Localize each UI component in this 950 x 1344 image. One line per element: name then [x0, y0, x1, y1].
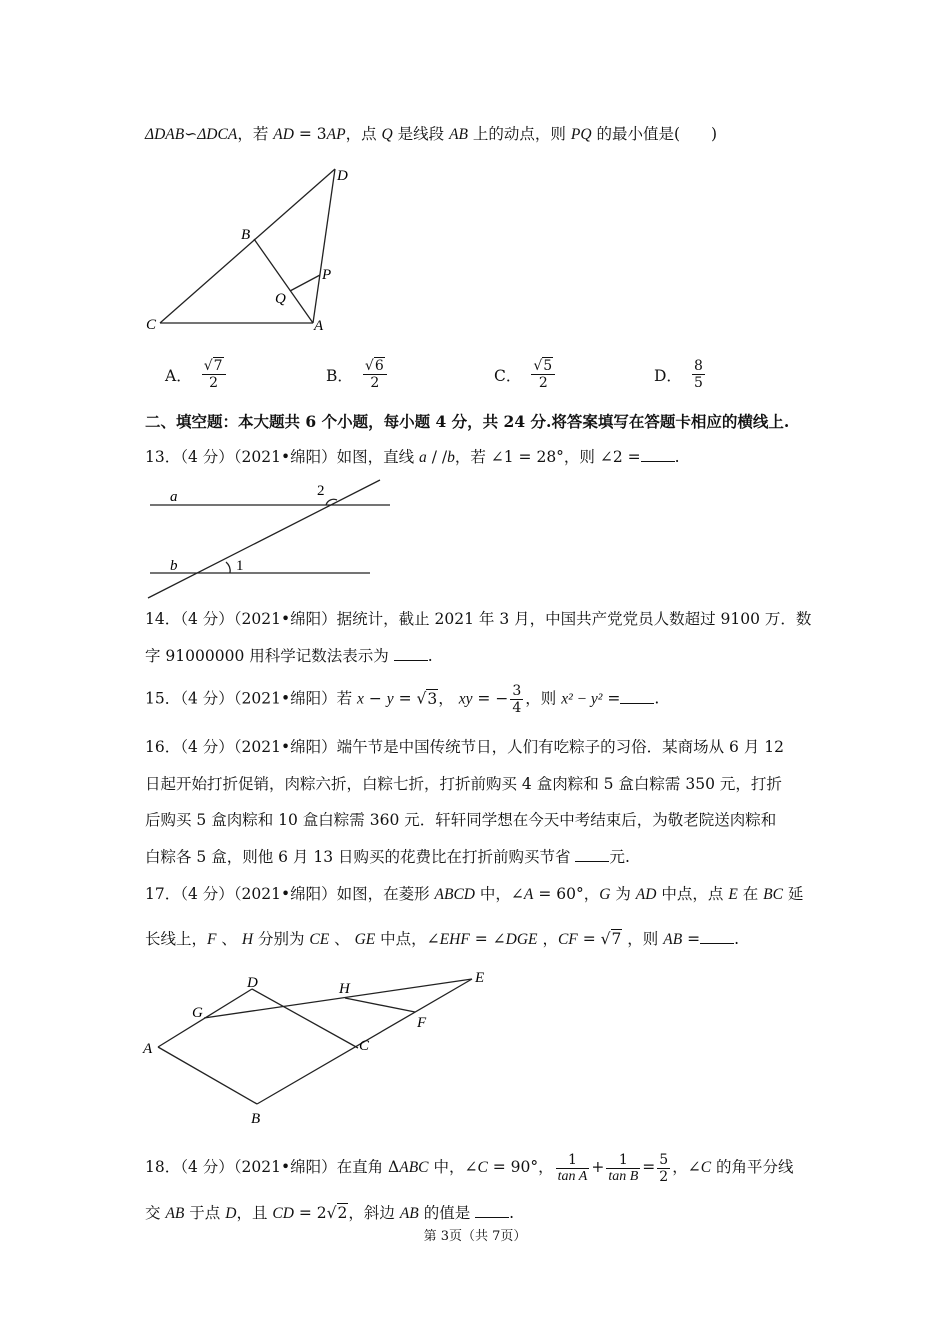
q16-line1: 16．（4 分）（2021•绵阳）端午节是中国传统节日，人们有吃粽子的习俗．某商场从 6 月 12: [145, 738, 784, 756]
label-a: a: [170, 489, 178, 505]
label-B: B: [251, 1111, 261, 1126]
label-P: P: [322, 267, 332, 283]
q18-line1: 18．（4 分）（2021•绵阳）在直角 ΔABC 中，∠C = 90°， $\frac{1}{\text{tan A}}$ + $\frac{1}{\text{tan B}}$ = $\frac{5}{2}$ ，∠C 的角平分线: [145, 1151, 794, 1185]
label-2: 2: [317, 483, 325, 499]
label-C: C: [146, 317, 157, 333]
label-D: D: [247, 975, 258, 991]
label-E: E: [475, 970, 485, 986]
label-B: B: [241, 227, 251, 243]
q14-line2: 字 91000000 用科学记数法表示为 .: [145, 647, 433, 665]
q18-line2: 交 AB 于点 D，且 CD = 2√2，斜边 AB 的值是 .: [145, 1204, 515, 1222]
q16-line4: 白粽各 5 盒，则他 6 月 13 日购买的花费比在打折前购买节省 元.: [145, 848, 630, 866]
angle-1-arc: [226, 562, 230, 573]
figure-q17: [138, 966, 498, 1126]
segment-QP: [290, 275, 320, 291]
label-C: C: [359, 1038, 370, 1054]
segment-CD: [160, 169, 335, 323]
q14-line1: 14．（4 分）（2021•绵阳）据统计，截止 2021 年 3 月，中国共产党党员人数超过 9100 万．数: [145, 610, 812, 628]
transversal: [148, 480, 380, 598]
q12-similar: ΔDAB∽ΔDCA: [145, 126, 238, 143]
choice-d[interactable]: D． $\frac{8}{5}$: [654, 358, 703, 391]
q17-answer-blank[interactable]: [700, 929, 734, 944]
choice-c[interactable]: C． $\frac{√5}{2}$: [494, 358, 557, 391]
q16-line3: 后购买 5 盒肉粽和 10 盒白粽需 360 元．轩轩同学想在今天中考结束后，为敬老院送肉粽和: [145, 811, 777, 829]
q17-line1: 17．（4 分）（2021•绵阳）如图，在菱形 ABCD 中，∠A = 60°，G 为 AD 中点，点 E 在 BC 延: [145, 885, 804, 903]
page-footer: 第 3页（共 7页）: [423, 1229, 527, 1244]
segment-BA: [254, 239, 313, 323]
section2-header: 二、填空题：本大题共 6 个小题，每小题 4 分，共 24 分.将答案填写在答题卡相应的横线上.: [145, 412, 790, 431]
q18-answer-blank[interactable]: [475, 1203, 509, 1218]
q16-answer-blank[interactable]: [575, 847, 609, 862]
segment-AB: [158, 1047, 257, 1104]
q14-answer-blank[interactable]: [394, 646, 428, 661]
segment-HF: [345, 998, 415, 1012]
figure-q12: [140, 160, 370, 340]
q16-line2: 日起开始打折促销，肉粽六折，白粽七折，打折前购买 4 盒肉粽和 5 盒白粽需 350 元，打折: [145, 775, 782, 793]
segment-DA: [313, 169, 335, 323]
label-G: G: [192, 1005, 203, 1021]
choice-b[interactable]: B． $\frac{√6}{2}$: [326, 358, 389, 391]
q13-text: 13．（4 分）（2021•绵阳）如图，直线 a / /b，若 ∠1 = 28°，则 ∠2 = .: [145, 448, 680, 466]
q13-answer-blank[interactable]: [641, 447, 675, 462]
label-H: H: [339, 981, 350, 997]
choice-a[interactable]: A． $\frac{√7}{2}$: [165, 358, 228, 391]
label-A: A: [314, 318, 324, 334]
q12-text: ΔDAB∽ΔDCA，若 AD = 3AP，点 Q 是线段 AB 上的动点，则 PQ 的最小值是( ): [145, 125, 718, 143]
segment-GE: [204, 979, 472, 1018]
label-D: D: [337, 168, 348, 184]
q15-answer-blank[interactable]: [620, 689, 654, 704]
label-Q: Q: [275, 291, 286, 307]
figure-q13: [140, 474, 400, 604]
label-1: 1: [236, 558, 244, 574]
label-b: b: [170, 558, 178, 574]
label-A: A: [143, 1041, 153, 1057]
q17-line2: 长线上，F 、 H 分别为 CE 、 GE 中点，∠EHF = ∠DGE ，CF = √7 ，则 AB = .: [145, 930, 740, 948]
q15-text: 15．（4 分）（2021•绵阳）若 x − y = √3， xy = − $\frac{3}{4}$ ，则 x² − y² = .: [145, 683, 660, 716]
label-F: F: [417, 1015, 427, 1031]
